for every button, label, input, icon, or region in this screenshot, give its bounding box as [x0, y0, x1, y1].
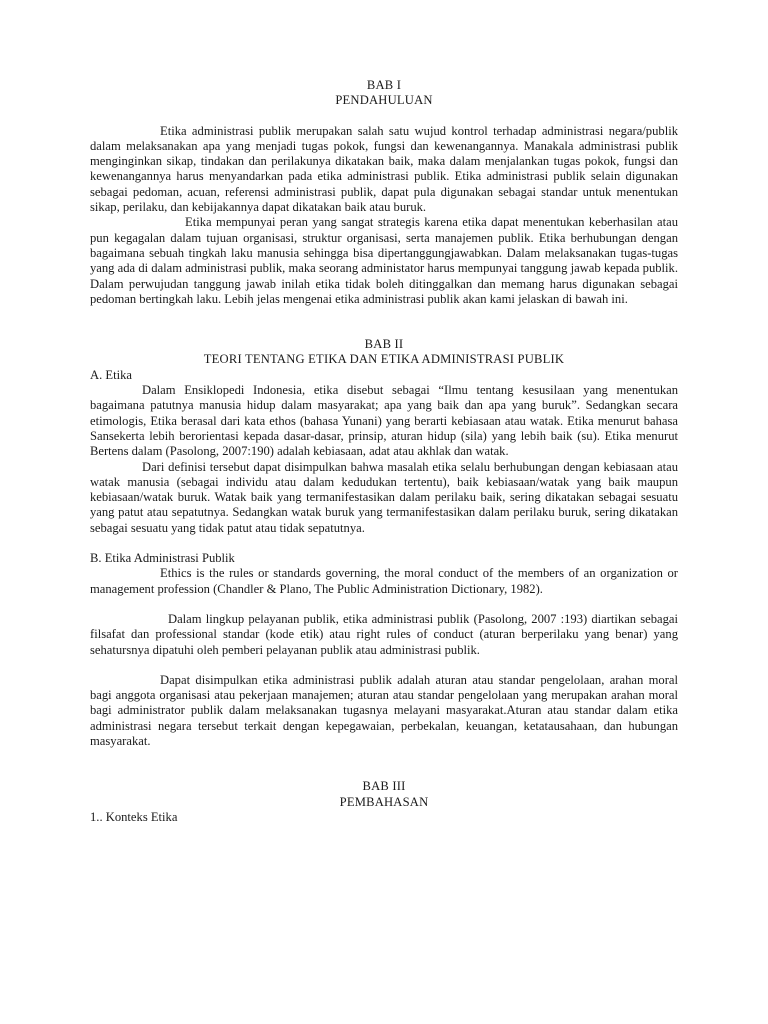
chapter-1-subtitle: PENDAHULUAN: [335, 93, 433, 108]
chapter-3-subtitle: PEMBAHASAN: [339, 794, 429, 809]
section-a-heading: A. Etika: [90, 367, 132, 382]
section-b-paragraph-3: Dapat disimpulkan etika administrasi publik adalah aturan atau standar pengelolaan, arahan moral bagi anggota organisasi atau pekerjaan manajemen; aturan atau standar pengelolaan yang merupakan arahan moral bagi administrator publik dalam melaksanakan tugasnya melayani masyarakat.Aturan atau standar dalam etika administrasi negara tersebut terkait dengan kepegawaian, perbekalan, keuangan, ketatausahaan, dan hubungan masyarakat.: [90, 672, 678, 748]
section-a-paragraph-1: Dalam Ensiklopedi Indonesia, etika disebut sebagai “Ilmu tentang kesusilaan yang menentukan bagaimana patutnya manusia hidup dalam masyarakat; apa yang baik dan apa yang buruk”. Sedangkan secara etimologis, Etika berasal dari kata ethos (bahasa Yunani) yang berarti kebiasaan atau watak. Etika menurut bahasa Sansekerta lebih berorientasi kepada dasar-dasar, prinsip, aturan hidup (sila) yang lebih baik (su). Etika menurut Bertens dalam (Pasolong, 2007:190) adalah kebiasaan, adat atau akhlak dan watak.: [90, 383, 678, 459]
section-a-paragraph-2: Dari definisi tersebut dapat disimpulkan bahwa masalah etika selalu berhubungan dengan kebiasaan atau watak manusia (sebagai individu atau dalam kedudukan tertentu), baik kebiasaan/watak yang baik maupun kebiasaan/watak buruk. Watak baik yang termanifestasikan dalam perilaku baik, sering dikatakan sebagai sesuatu yang patut atau sepatutnya. Sedangkan watak buruk yang termanifestasikan dalam perilaku buruk, sering dikatakan sebagai sesuatu yang tidak patut atau tidak sepatutnya.: [90, 459, 678, 535]
section-b-heading: B. Etika Administrasi Publik: [90, 551, 235, 566]
chapter-1-title: BAB I: [366, 78, 402, 92]
section-1-heading: 1.. Konteks Etika: [90, 809, 178, 824]
section-b-paragraph-1: Ethics is the rules or standards governing, the moral conduct of the members of an organization or management profession (Chandler & Plano, The Public Administration Dictionary, 1982).: [90, 566, 678, 596]
chapter-2-subtitle: TEORI TENTANG ETIKA DAN ETIKA ADMINISTRASI PUBLIK: [203, 352, 565, 367]
document-page: [90, 78, 678, 825]
chapter-3-title: BAB III: [362, 779, 406, 794]
chapter-1-paragraph-2: Etika mempunyai peran yang sangat strategis karena etika dapat menentukan keberhasilan atau pun kegagalan dalam tujuan organisasi, struktur organisasi, serta manajemen publik. Etika berhubungan dengan bagaimana sebuah tingkah laku manusia sehingga bisa dipertanggungjawabkan. Dalam melaksanakan tugas-tugas yang ada di dalam administrasi publik, maka seorang administator harus mempunyai tanggung jawab kepada publik. Dalam perwujudan tanggung jawab inilah etika tidak boleh ditinggalkan dan memang harus digunakan sebagai pedoman bertingkah laku. Lebih jelas mengenai etika administrasi publik akan kami jelaskan di bawah ini.: [90, 215, 678, 306]
section-b-paragraph-2: Dalam lingkup pelayanan publik, etika administrasi publik (Pasolong, 2007 :193) diartikan sebagai filsafat dan professional standar (kode etik) atau right rules of conduct (aturan berperilaku yang benar) yang sehatursnya dipatuhi oleh pemberi pelayanan publik atau administrasi publik.: [90, 611, 678, 657]
chapter-1-paragraph-1: Etika administrasi publik merupakan salah satu wujud kontrol terhadap administrasi negara/publik dalam melaksanakan apa yang menjadi tugas pokok, fungsi dan kewenangannya. Manakala administrasi publik menginginkan sikap, tindakan dan perilakunya dikatakan baik, maka dalam menjalankan tugas pokok, fungsi dan kewenangannya harus menyandarkan pada etika administrasi publik. Etika administrasi publik selain digunakan sebagai pedoman, acuan, referensi administrasi publik, dapat pula digunakan sebagai standar untuk menentukan sikap, perilaku, dan kebijakannya dapat dikatakan baik atau buruk.: [90, 123, 678, 215]
chapter-2-title: BAB II: [364, 337, 404, 352]
